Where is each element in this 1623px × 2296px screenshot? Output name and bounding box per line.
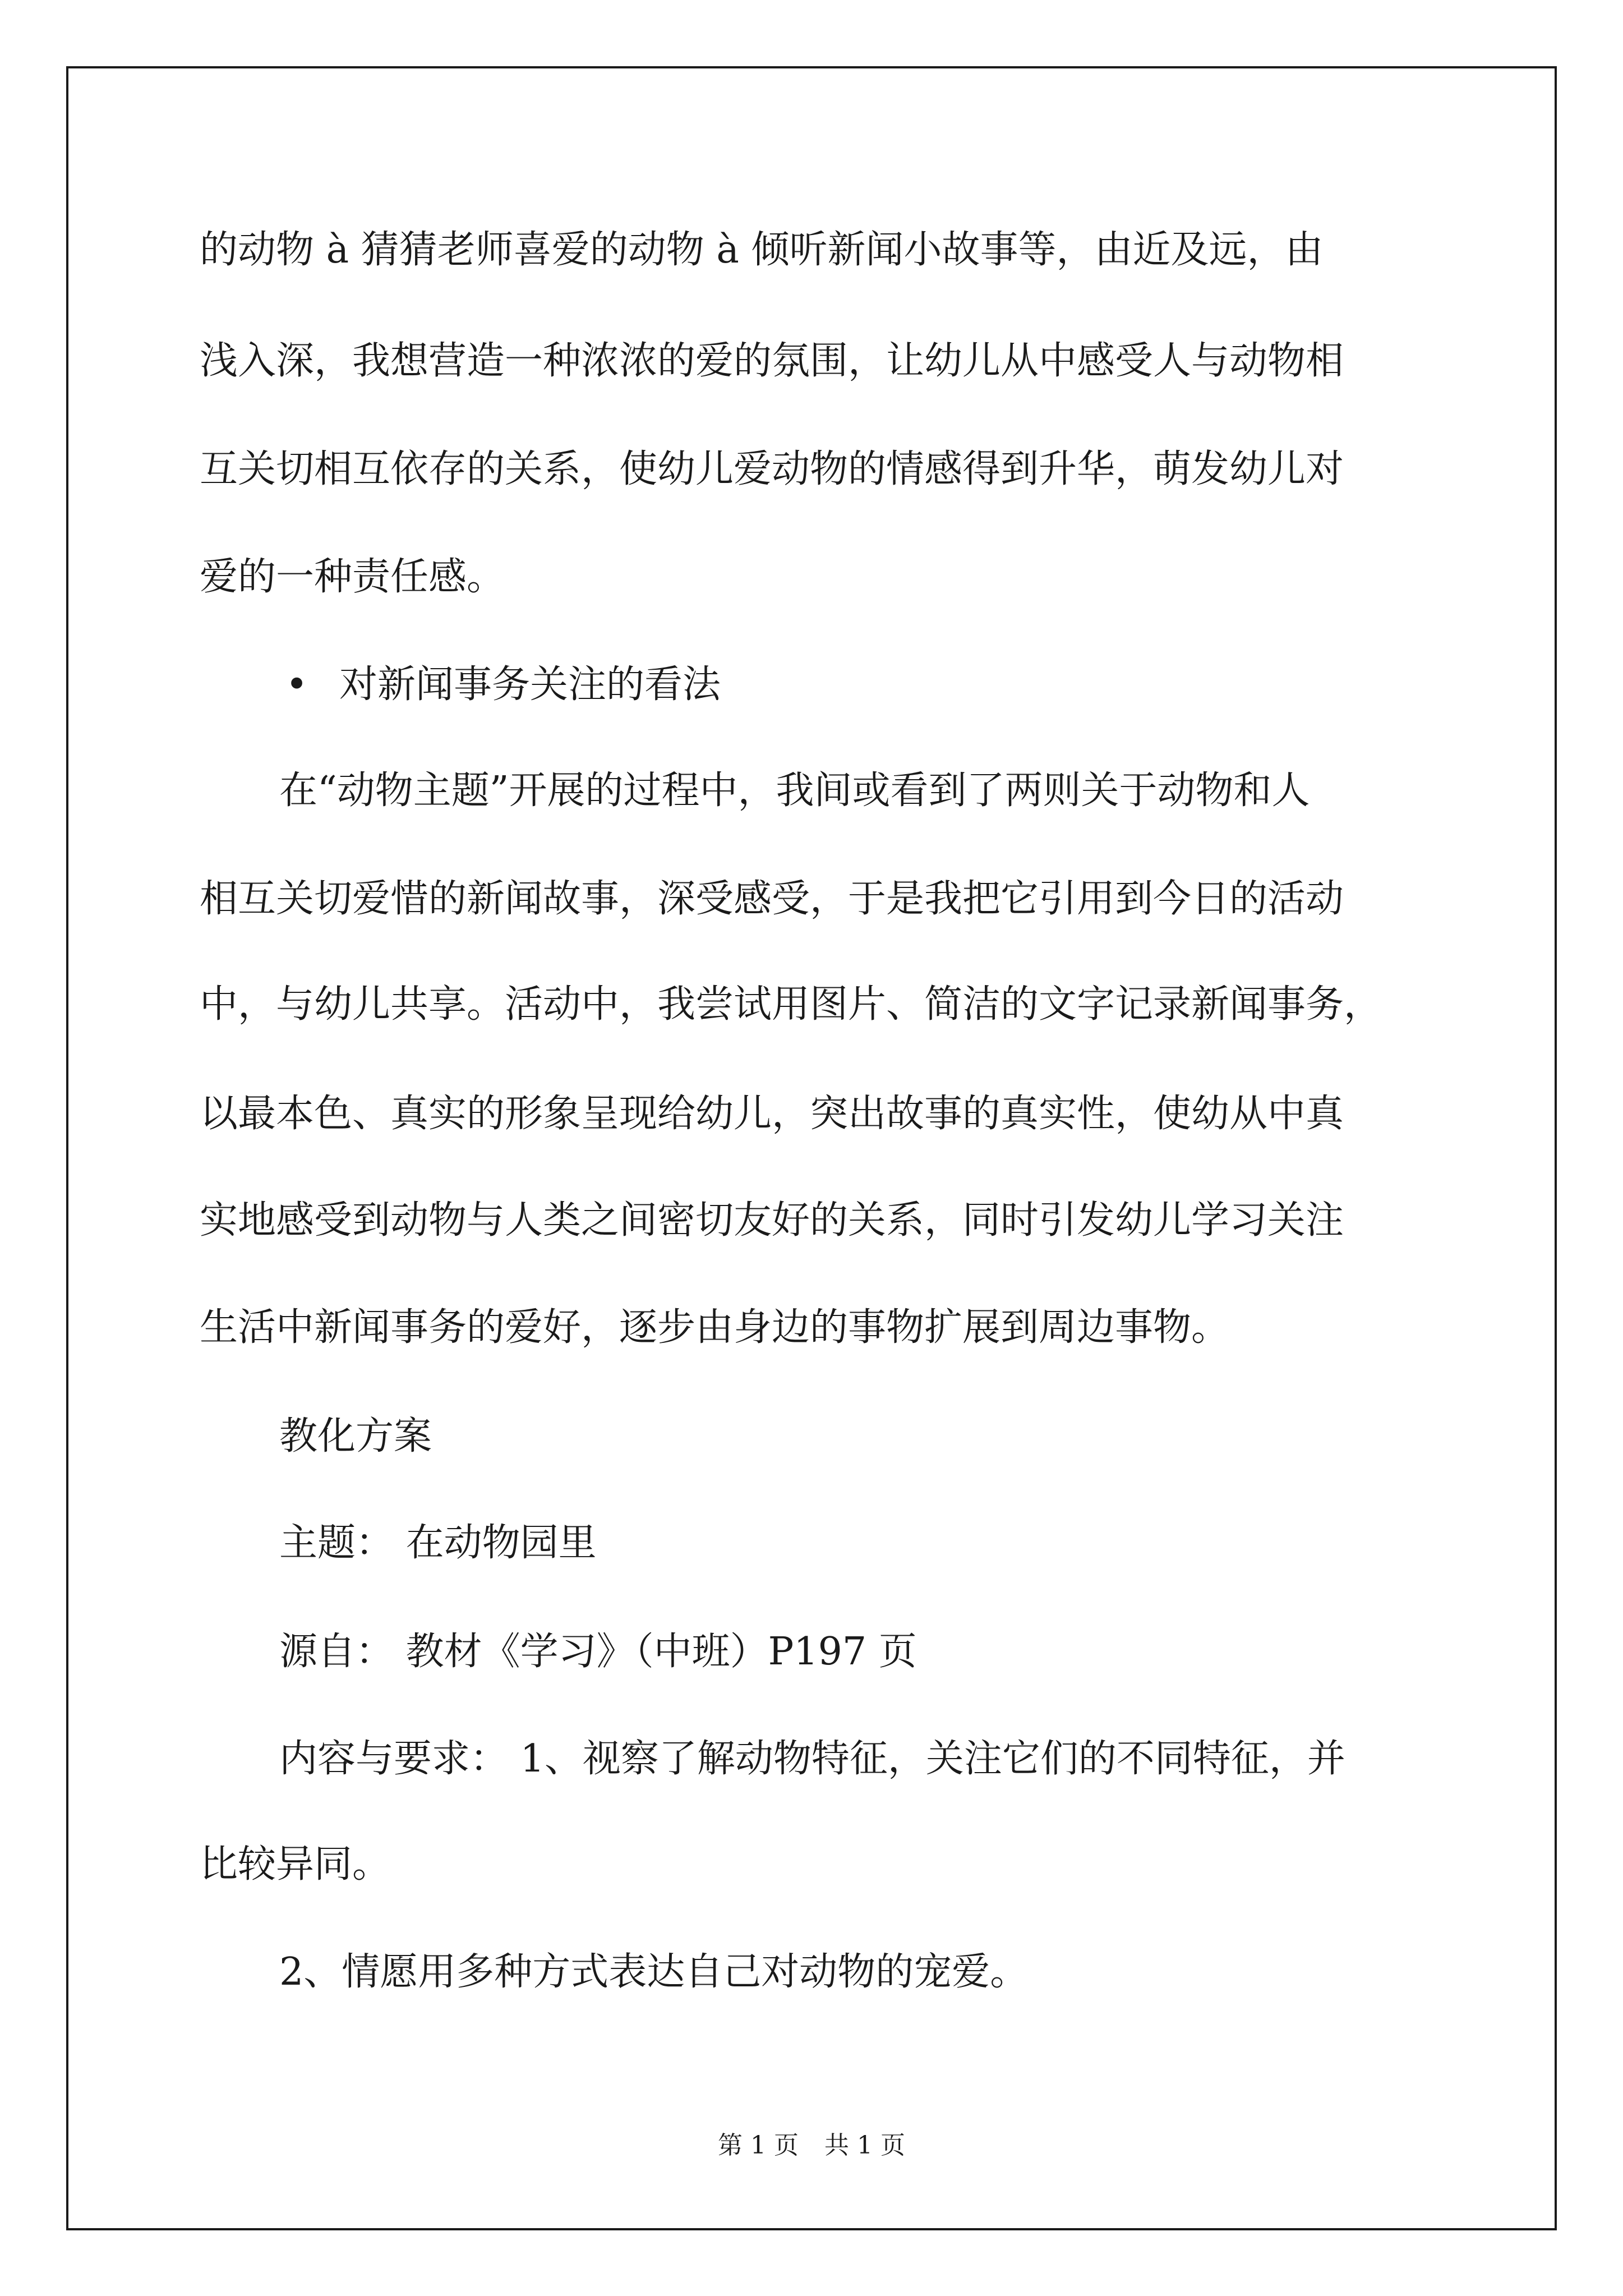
page-number: 第 1 页 xyxy=(718,2131,799,2160)
bullet-heading xyxy=(285,662,721,707)
bullet-icon: • xyxy=(285,662,308,707)
paragraph-line: 在“动物主题”开展的过程中，我间或看到了两则关于动物和人 xyxy=(279,769,1310,813)
paragraph-line: 实地感受到动物与人类之间密切友好的关系，同时引发幼儿学习关注 xyxy=(200,1198,1344,1243)
page-footer xyxy=(0,2133,1623,2158)
page-total: 共 1 页 xyxy=(824,2131,905,2160)
paragraph-line: 爱的一种责任感。 xyxy=(200,555,505,599)
paragraph-line: 以最本色、真实的形象呈现给幼儿，突出故事的真实性，使幼从中真 xyxy=(200,1092,1344,1136)
paragraph-line: 生活中新闻事务的爱好，逐步由身边的事物扩展到周边事物。 xyxy=(200,1305,1230,1350)
section-title: 教化方案 xyxy=(279,1414,432,1458)
requirements-line: 内容与要求： 1、视察了解动物特征，关注它们的不同特征，并 xyxy=(279,1737,1345,1781)
requirements-line: 2、情愿用多种方式表达自己对动物的宠爱。 xyxy=(279,1950,1029,1994)
requirements-line: 比较异同。 xyxy=(200,1842,391,1887)
page-border xyxy=(66,66,1557,2230)
paragraph-line: 互关切相互依存的关系，使幼儿爱动物的情感得到升华，萌发幼儿对 xyxy=(200,447,1344,491)
paragraph-line: 相互关切爱惜的新闻故事，深受感受，于是我把它引用到今日的活动 xyxy=(200,877,1344,921)
paragraph-line: 的动物 à 猜猜老师喜爱的动物 à 倾听新闻小故事等，由近及远，由 xyxy=(200,228,1324,272)
paragraph-line: 浅入深，我想营造一种浓浓的爱的氛围，让幼儿从中感受人与动物相 xyxy=(200,339,1344,383)
topic-line: 主题： 在动物园里 xyxy=(279,1521,597,1565)
bullet-heading-text: 对新闻事务关注的看法 xyxy=(339,662,721,707)
source-line: 源自： 教材《学习》（中班）P197 页 xyxy=(279,1630,917,1674)
paragraph-line: 中，与幼儿共享。活动中，我尝试用图片、简洁的文字记录新闻事务， xyxy=(200,982,1382,1027)
